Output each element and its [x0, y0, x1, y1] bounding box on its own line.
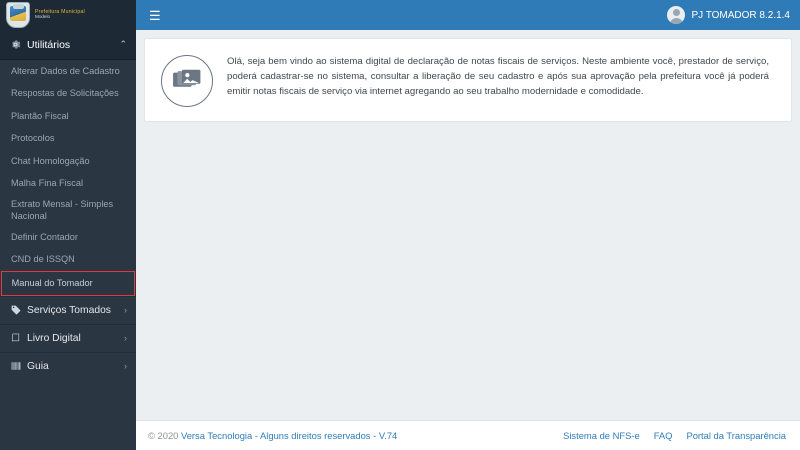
chevron-right-icon: › — [124, 333, 127, 343]
sidebar-item-plantao-fiscal[interactable]: Plantão Fiscal — [11, 110, 69, 121]
sidebar-item-cnd-de-issqn[interactable]: CND de ISSQN — [11, 254, 75, 264]
chevron-right-icon: › — [124, 305, 127, 315]
topbar — [136, 0, 800, 30]
invoice-stack-icon — [161, 55, 213, 107]
sidebar-item-malha-fina-fiscal[interactable]: Malha Fina Fiscal — [11, 178, 83, 188]
brand-line2: Modelo — [35, 14, 51, 20]
chevron-right-icon: › — [124, 361, 127, 371]
sidebar-item-extrato-mensal-simples-nacional[interactable]: Extrato Mensal - Simples Nacional — [11, 199, 114, 221]
sidebar-item-protocolos[interactable]: Protocolos — [11, 133, 55, 143]
brand-header[interactable] — [0, 0, 136, 30]
sidebar-item-alterar-dados[interactable]: Alterar Dados de Cadastro — [11, 65, 120, 76]
footer-link-portal-transparencia[interactable]: Portal da Transparência — [686, 430, 786, 441]
welcome-card — [144, 38, 792, 122]
sidebar-section-label: Utilitários — [27, 38, 71, 51]
sidebar-group-label: Guia — [27, 360, 49, 372]
footer-link-faq[interactable]: FAQ — [653, 430, 673, 441]
tag-icon — [9, 305, 22, 315]
chevron-up-icon: ⌃ — [119, 39, 127, 49]
sidebar-section-utilitarios[interactable] — [0, 30, 136, 60]
user-label: PJ TOMADOR 8.2.1.4 — [691, 9, 790, 21]
sidebar-item-respostas-solicitacoes[interactable]: Respostas de Solicitações — [11, 88, 119, 98]
gear-icon — [9, 39, 22, 50]
brand-line1: Prefeitura Municipal — [35, 8, 85, 15]
book-icon — [9, 333, 22, 343]
brand-text — [35, 10, 85, 20]
main-area — [136, 0, 800, 450]
sidebar-group-label: Serviços Tomados — [27, 304, 111, 316]
user-avatar-icon — [667, 6, 685, 24]
sidebar-item-definir-contador[interactable]: Definir Contador — [11, 231, 78, 242]
sidebar-item-manual-do-tomador[interactable]: Manual do Tomador — [1, 271, 135, 296]
welcome-text: Olá, seja bem vindo ao sistema digital de declaração de notas fiscais de serviços. Neste ambiente você, prestador de serviço, poderá cadastrar-se no sistema, consultar a liberação de seu cadastro e após sua aprovação pela prefeitura você já poderá emitir notas fiscais de serviço via internet agregando ao seu trabalho modernidade e comodidade. — [227, 56, 769, 97]
content-area — [136, 30, 800, 420]
footer-copyright-company: Versa Tecnologia - Alguns direitos reservados - — [180, 430, 379, 441]
user-menu[interactable] — [667, 6, 790, 24]
footer-copyright-prefix: © 2020 — [148, 430, 181, 441]
sidebar-filler — [0, 380, 136, 450]
footer-version: V.74 — [378, 430, 398, 441]
sidebar-group-servicos-tomados[interactable] — [0, 296, 136, 324]
footer-link-sistema-nfse[interactable]: Sistema de NFS-e — [563, 430, 640, 441]
sidebar-group-guia[interactable] — [0, 352, 136, 380]
sidebar — [0, 0, 136, 450]
footer-copyright — [148, 430, 397, 441]
hamburger-icon[interactable]: ☰ — [149, 7, 161, 23]
barcode-icon — [9, 361, 22, 371]
sidebar-group-label: Livro Digital — [27, 332, 81, 344]
footer-links — [563, 430, 786, 441]
sidebar-item-chat-homologacao[interactable]: Chat Homologação — [11, 155, 90, 166]
city-crest-icon — [6, 2, 30, 28]
sidebar-group-livro-digital[interactable] — [0, 324, 136, 352]
footer — [136, 420, 800, 450]
